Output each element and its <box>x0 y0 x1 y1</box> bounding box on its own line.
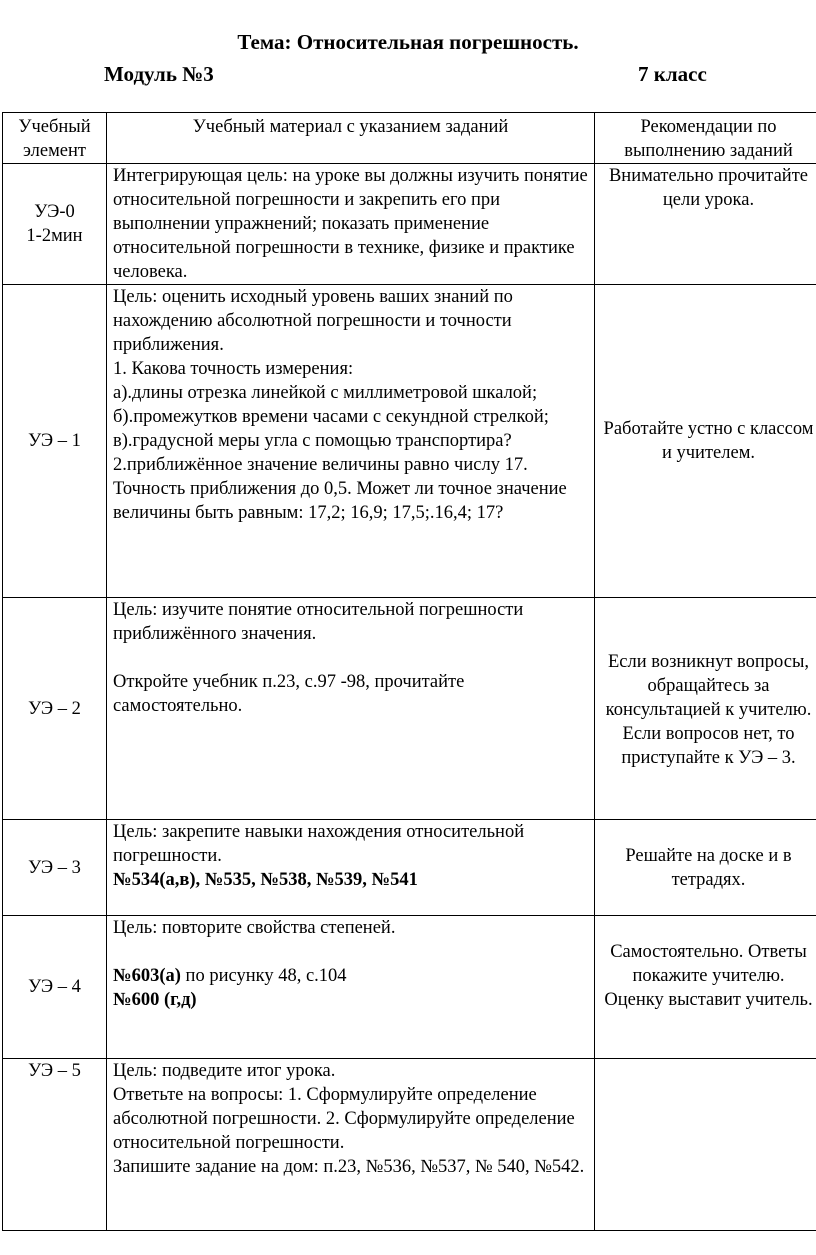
material-cell <box>107 1059 595 1231</box>
element-cell <box>3 598 107 820</box>
element-label: УЭ – 2 <box>28 698 81 719</box>
module-label: Модуль №3 <box>104 62 214 86</box>
material-task-1-text: по рисунку 48, с.104 <box>180 966 347 986</box>
recommendation-cell <box>595 916 816 1059</box>
material-question-2: 2.приближённое значение величины равно числу 17. Точность приближения до 0,5. Может ли точное значение величины быть равным: 17,2; 16,9; 17,5;.16,4; 17? <box>113 455 567 523</box>
material-questions: Ответьте на вопросы: 1. Сформулируйте определение абсолютной погрешности. 2. Сформулируйте определение относительной погрешности. <box>113 1085 575 1153</box>
material-goal: Цель: закрепите навыки нахождения относительной погрешности. <box>113 822 525 866</box>
material-goal: Цель: повторите свойства степеней. <box>113 918 396 938</box>
material-cell <box>107 916 595 1059</box>
material-question-1: 1. Какова точность измерения: <box>113 359 354 379</box>
recommendation-cell <box>595 285 816 598</box>
column-header-material: Учебный материал с указанием заданий <box>107 113 595 164</box>
element-label: УЭ – 3 <box>28 857 81 878</box>
table-row <box>3 164 816 285</box>
material-goal: Цель: изучите понятие относительной погрешности приближённого значения. <box>113 600 524 644</box>
recommendation-cell <box>595 598 816 820</box>
material-text: Интегрирующая цель: на уроке вы должны изучить понятие относительной погрешности и закрепить его при выполнении упражнений; показать применение относительной погрешности в технике, физике и практике человека. <box>113 166 588 282</box>
table-row <box>3 598 816 820</box>
recommendation-cell <box>595 820 816 916</box>
lesson-table <box>2 112 816 1231</box>
material-cell <box>107 820 595 916</box>
element-cell <box>3 1059 107 1231</box>
element-cell <box>3 820 107 916</box>
material-question-1ab: а).длины отрезка линейкой с миллиметровой шкалой; б).промежутков времени часами с секундной стрелкой; <box>113 383 549 427</box>
element-label: УЭ-0 <box>34 202 75 222</box>
table-row <box>3 820 816 916</box>
material-goal: Цель: оценить исходный уровень ваших знаний по нахождению абсолютной погрешности и точности приближения. <box>113 287 513 355</box>
table-header-row <box>3 113 816 164</box>
element-time: 1-2мин <box>26 226 83 246</box>
table-row <box>3 916 816 1059</box>
recommendation-cell <box>595 164 816 285</box>
material-tasks: №534(а,в), №535, №538, №539, №541 <box>113 870 418 890</box>
recommendation-text: Самостоятельно. Ответы покажите учителю. Оценку выставит учитель. <box>604 942 813 1010</box>
material-cell <box>107 164 595 285</box>
material-homework: Запишите задание на дом: п.23, №536, №537, № 540, №542. <box>113 1157 585 1177</box>
material-cell <box>107 285 595 598</box>
table-row <box>3 285 816 598</box>
element-cell <box>3 285 107 598</box>
recommendation-text: Работайте устно с классом и учителем. <box>603 419 814 463</box>
column-header-recommendation: Рекомендации по выполнению заданий <box>595 113 816 164</box>
grade-label: 7 класс <box>638 62 707 86</box>
material-task: Откройте учебник п.23, с.97 -98, прочитайте самостоятельно. <box>113 672 465 716</box>
element-label: УЭ – 5 <box>28 1061 81 1081</box>
material-task-1-number: №603(а) <box>113 966 181 986</box>
column-header-element: Учебный элемент <box>3 113 107 164</box>
material-task-2: №600 (г,д) <box>113 990 197 1010</box>
page-title: Тема: Относительная погрешность. <box>237 30 579 54</box>
recommendation-text: Если возникнут вопросы, обращайтесь за консультацией к учителю. Если вопросов нет, то приступайте к УЭ – 3. <box>605 652 812 768</box>
element-cell <box>3 916 107 1059</box>
element-cell <box>3 164 107 285</box>
recommendation-cell <box>595 1059 816 1231</box>
recommendation-text: Внимательно прочитайте цели урока. <box>608 166 809 210</box>
material-cell <box>107 598 595 820</box>
material-goal: Цель: подведите итог урока. <box>113 1061 336 1081</box>
element-label: УЭ – 4 <box>28 977 81 997</box>
material-question-1c: в).градусной меры угла с помощью транспортира? <box>113 431 512 451</box>
recommendation-text: Решайте на доске и в тетрадях. <box>625 846 792 890</box>
element-label: УЭ – 1 <box>28 431 81 451</box>
table-row <box>3 1059 816 1231</box>
